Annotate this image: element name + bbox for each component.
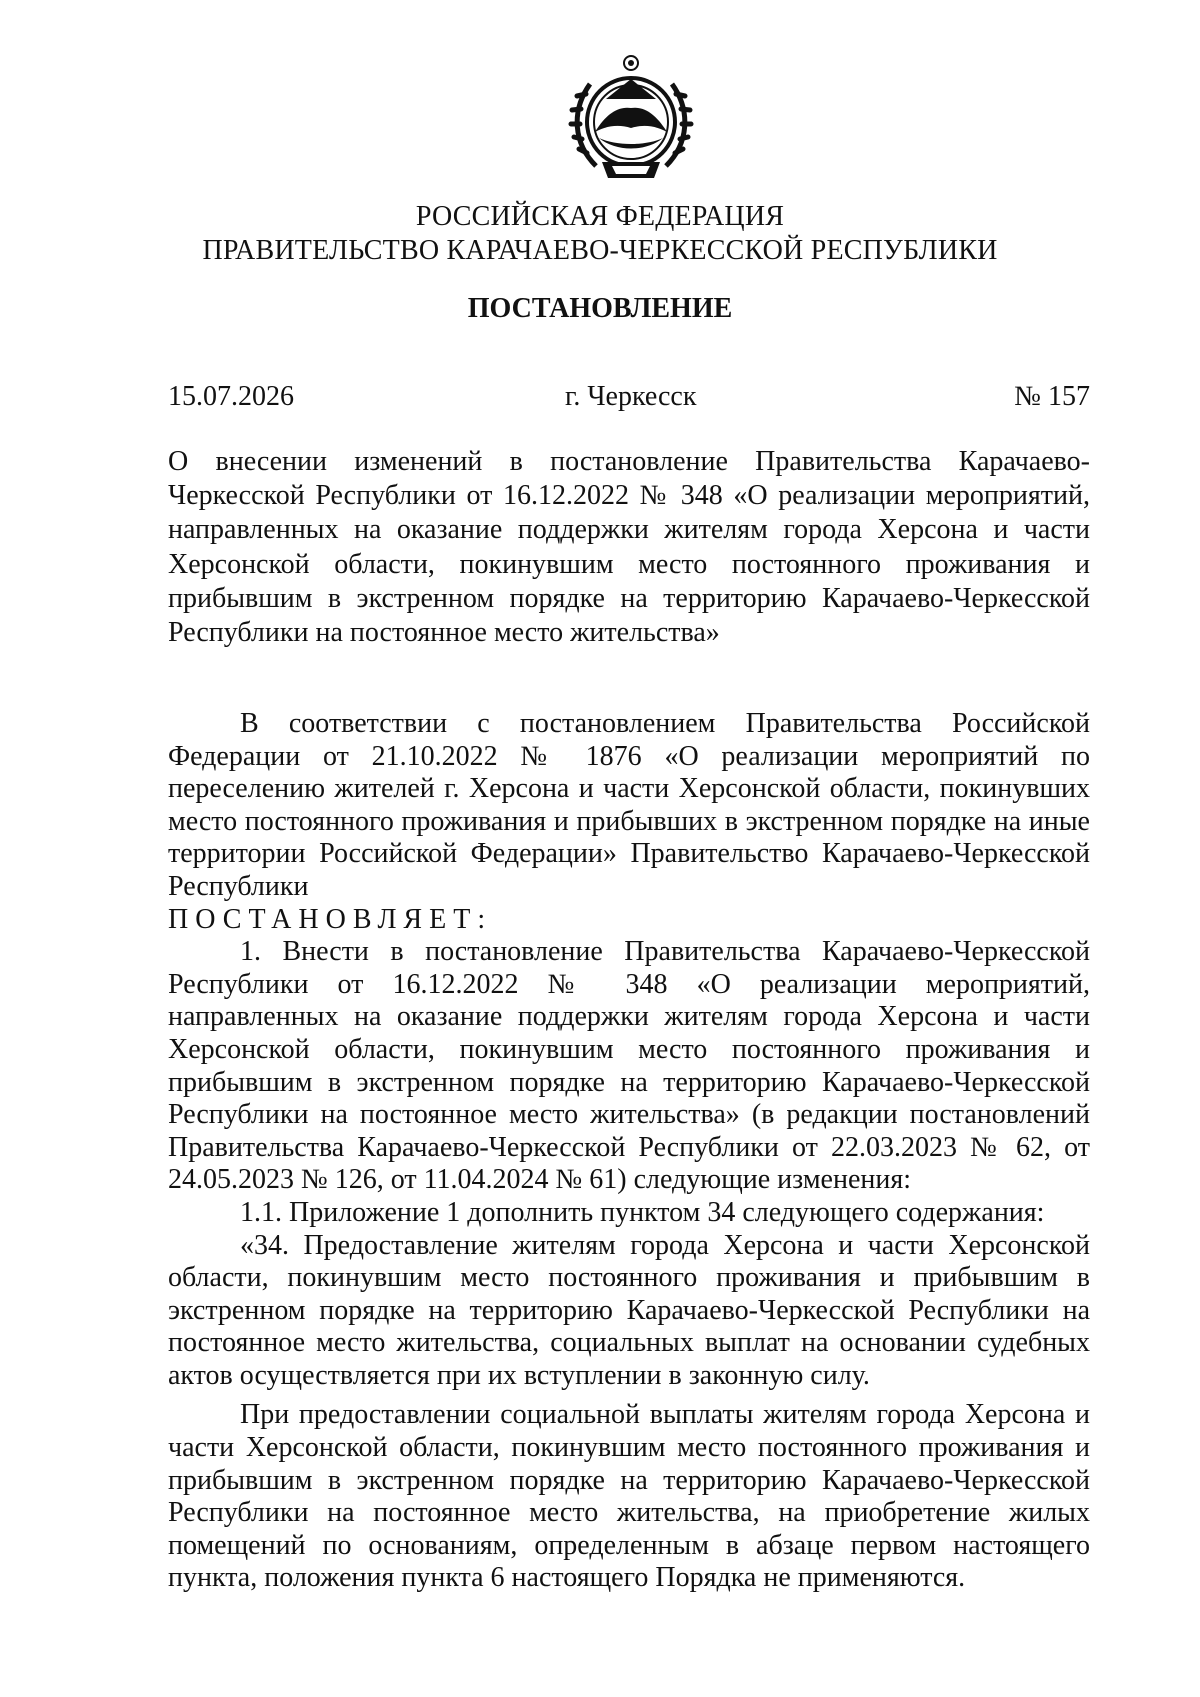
preamble-paragraph: В соответствии с постановлением Правительства Российской Федерации от 21.10.2022 № 1876 «О реализации мероприятий по переселению жителей г. Херсона и части Херсонской области, покинувших место постоянного проживания и прибывших в экстренном порядке на иные территории Российской Федерации» Правительство Карачаево-Черкесской Республики: [168, 708, 1090, 902]
document-place: г. Черкесск: [565, 381, 697, 412]
item-1-1-paragraph: 1.1. Приложение 1 дополнить пунктом 34 следующего содержания:: [240, 1196, 1045, 1228]
document-title: О внесении изменений в постановление Правительства Карачаево-Черкесской Республики от 16.12.2022 № 348 «О реализации мероприятий, направленных на оказание поддержки жителям города Херсона и части Херсонской области, покинувшим место постоянного проживания и прибывшим в экстренном порядке на территорию Карачаево-Черкесской Республики на постоянное место жительства»: [168, 446, 1090, 649]
item-1-paragraph: 1. Внести в постановление Правительства Карачаево-Черкесской Республики от 16.12.2022 № 348 «О реализации мероприятий, направленных на оказание поддержки жителям города Херсона и части Херсонской области, покинувшим место постоянного проживания и прибывшим в экстренном порядке на территорию Карачаево-Черкесской Республики на постоянное место жительства» (в редакции постановлений Правительства Карачаево-Черкесской Республики от 22.03.2023 № 62, от 24.05.2023 № 126, от 11.04.2024 № 61) следующие изменения:: [168, 936, 1090, 1196]
coat-of-arms-emblem: [566, 54, 696, 188]
government-name: ПРАВИТЕЛЬСТВО КАРАЧАЕВО-ЧЕРКЕССКОЙ РЕСПУБЛИКИ: [202, 235, 998, 266]
document-number: № 157: [1014, 381, 1090, 412]
country-name: РОССИЙСКАЯ ФЕДЕРАЦИЯ: [415, 201, 785, 232]
item-34-paragraph: «34. Предоставление жителям города Херсона и части Херсонской области, покинувшим место постоянного проживания и прибывшим в экстренном порядке на территорию Карачаево-Черкесской Республики на постоянное место жительства, социальных выплат на основании судебных актов осуществляется при их вступлении в законную силу.: [168, 1229, 1090, 1391]
item-34-second-paragraph: При предоставлении социальной выплаты жителям города Херсона и части Херсонской области, покинувшим место постоянного проживания и прибывшим в экстренном порядке на территорию Карачаево-Черкесской Республики на постоянное место жительства, на приобретение жилых помещений по основаниям, определенным в абзаце первом настоящего пункта, положения пункта 6 настоящего Порядка не применяются.: [168, 1399, 1090, 1594]
document-type: ПОСТАНОВЛЕНИЕ: [467, 293, 733, 324]
resolves-word: ПОСТАНОВЛЯЕТ:: [168, 903, 493, 935]
document-body: [168, 708, 1090, 1595]
document-date: 15.07.2026: [168, 381, 294, 412]
